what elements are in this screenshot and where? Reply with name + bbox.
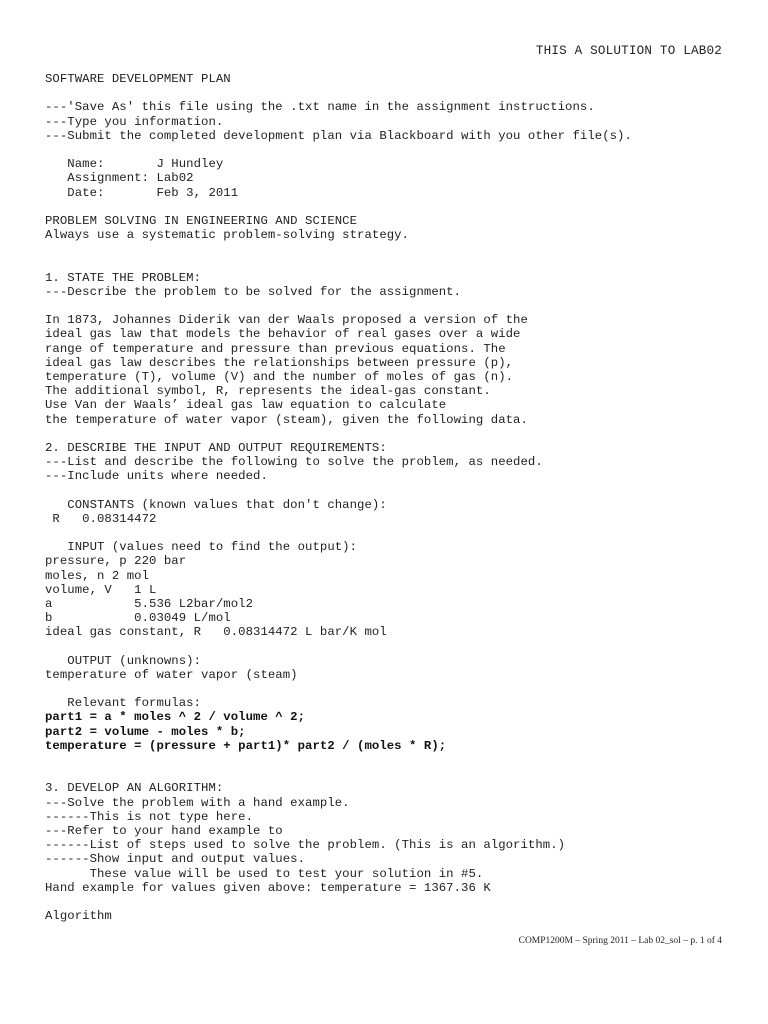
blank-line — [45, 753, 745, 767]
text-line: ------Show input and output values. — [45, 852, 306, 867]
text-line: ------This is not type here. — [45, 809, 254, 824]
text-line: In 1873, Johannes Diderik van der Waals proposed a version of the — [45, 313, 528, 328]
page-header-title: THIS A SOLUTION TO LAB02 — [535, 44, 722, 58]
blank-line — [45, 143, 745, 157]
text-line: ---Describe the problem to be solved for the assignment. — [45, 284, 462, 299]
text-line: OUTPUT (unknowns): — [45, 653, 202, 668]
text-line: ---Solve the problem with a hand example. — [45, 795, 350, 810]
text-line: Date: Feb 3, 2011 — [45, 185, 239, 200]
text-line: The additional symbol, R, represents the ideal-gas constant. — [45, 384, 491, 399]
formula-line: temperature = (pressure + part1)* part2 / (moles * R); — [45, 738, 447, 753]
text-line: SOFTWARE DEVELOPMENT PLAN — [45, 72, 231, 86]
text-line: 3. DEVELOP AN ALGORITHM: — [45, 781, 224, 796]
text-line: These value will be used to test your solution in #5. — [45, 866, 484, 881]
text-line: INPUT (values need to find the output): — [45, 540, 358, 555]
text-line: CONSTANTS (known values that don't change): — [45, 497, 387, 512]
text-line: ---Type you information. — [45, 114, 224, 129]
text-line: ideal gas law that models the behavior of real gases over a wide — [45, 327, 521, 342]
text-line: ---Include units where needed. — [45, 469, 268, 484]
blank-line — [45, 86, 745, 100]
blank-line — [45, 427, 745, 441]
blank-line — [45, 200, 745, 214]
text-line: Always use a systematic problem-solving strategy. — [45, 228, 410, 243]
text-line: moles, n 2 mol — [45, 568, 150, 583]
text-line: Name: J Hundley — [45, 157, 224, 172]
text-line: temperature (T), volume (V) and the number of moles of gas (n). — [45, 369, 514, 384]
text-line: b 0.03049 L/mol — [45, 611, 231, 626]
text-line: Algorithm — [45, 909, 112, 924]
text-line: PROBLEM SOLVING IN ENGINEERING AND SCIENCE — [45, 213, 358, 228]
text-line: pressure, p 220 bar — [45, 554, 187, 569]
text-line: ------List of steps used to solve the problem. (This is an algorithm.) — [45, 838, 566, 853]
text-line: a 5.536 L2bar/mol2 — [45, 596, 254, 611]
page-footer: COMP1200M – Spring 2011 – Lab 02_sol – p. 1 of 4 — [518, 936, 722, 946]
text-line: ideal gas constant, R 0.08314472 L bar/K mol — [45, 625, 387, 640]
text-line: volume, V 1 L — [45, 582, 157, 597]
text-line: ---List and describe the following to solve the problem, as needed. — [45, 455, 543, 470]
text-line: the temperature of water vapor (steam), given the following data. — [45, 412, 528, 427]
text-line: ---'Save As' this file using the .txt name in the assignment instructions. — [45, 100, 595, 115]
blank-line — [45, 526, 745, 540]
text-line: ideal gas law describes the relationships between pressure (p), — [45, 355, 514, 370]
text-line: 2. DESCRIBE THE INPUT AND OUTPUT REQUIREMENTS: — [45, 440, 387, 455]
document-body — [45, 72, 745, 923]
blank-line — [45, 895, 745, 909]
text-line: R 0.08314472 — [45, 511, 157, 526]
blank-line — [45, 242, 745, 256]
blank-line — [45, 640, 745, 654]
text-line: 1. STATE THE PROBLEM: — [45, 270, 202, 285]
formula-line: part2 = volume - moles * b; — [45, 724, 246, 739]
blank-line — [45, 483, 745, 497]
blank-line — [45, 767, 745, 781]
blank-line — [45, 256, 745, 270]
text-line: range of temperature and pressure than previous equations. The — [45, 341, 506, 356]
text-line: ---Submit the completed development plan via Blackboard with you other file(s). — [45, 128, 632, 143]
formula-line: part1 = a * moles ^ 2 / volume ^ 2; — [45, 710, 306, 725]
blank-line — [45, 299, 745, 313]
text-line: ---Refer to your hand example to — [45, 823, 283, 838]
text-line: Hand example for values given above: temperature = 1367.36 K — [45, 880, 491, 895]
text-line: Use Van der Waals’ ideal gas law equation to calculate — [45, 398, 447, 413]
text-line: Assignment: Lab02 — [45, 171, 194, 186]
text-line: Relevant formulas: — [45, 696, 202, 711]
text-line: temperature of water vapor (steam) — [45, 667, 298, 682]
blank-line — [45, 682, 745, 696]
